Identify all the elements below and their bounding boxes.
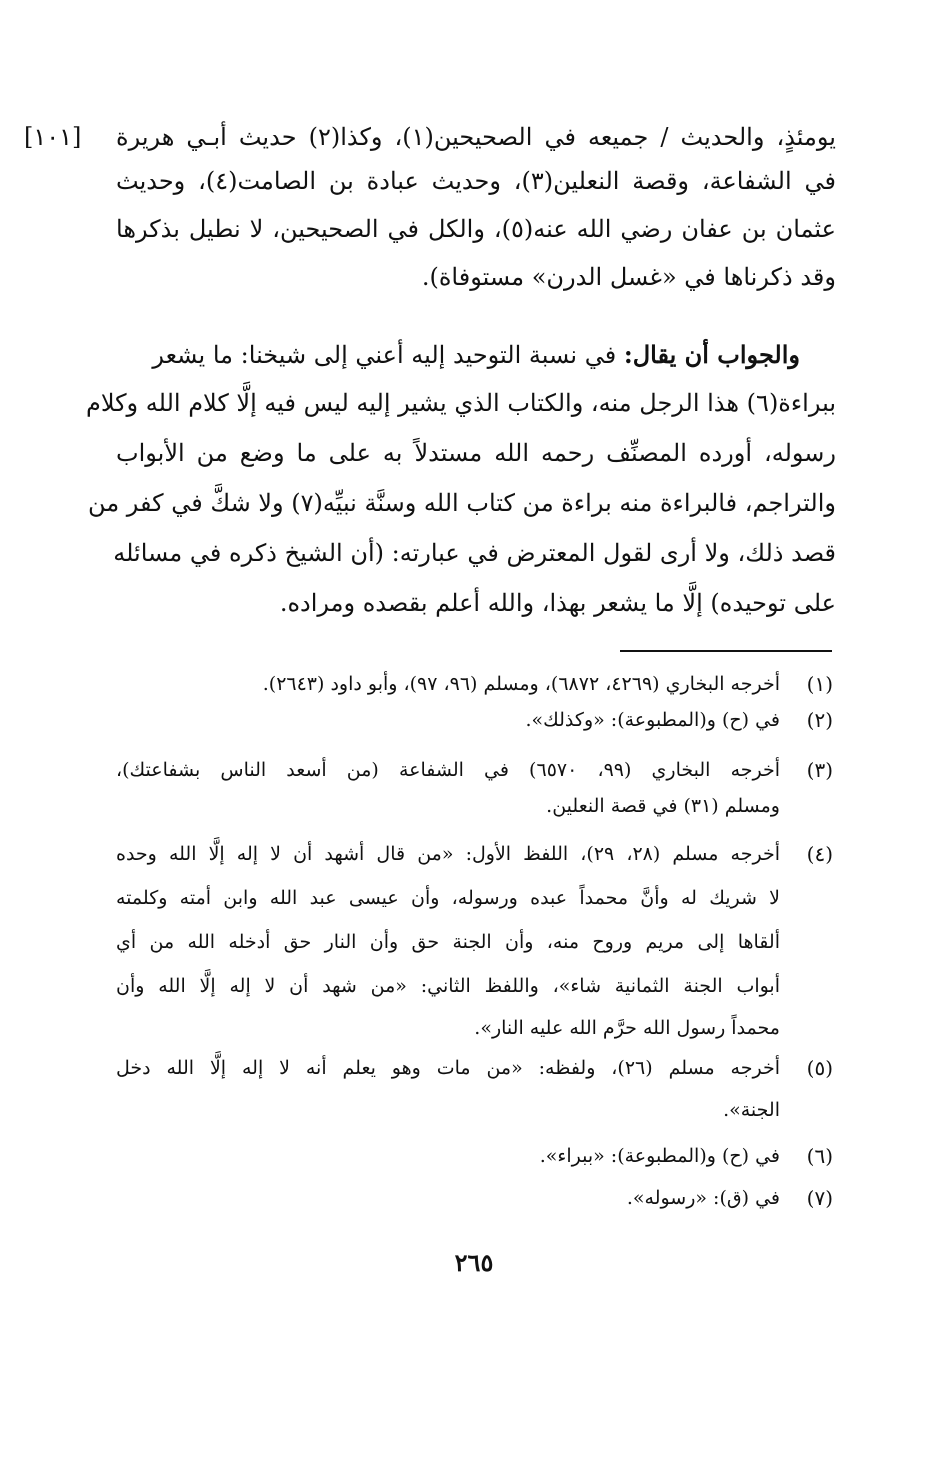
footnote-number: (٥) <box>806 1056 833 1080</box>
body-line: والتراجم، فالبراءة منه براءة من كتاب الله وسنَّة نبيِّه(٧) ولا شكَّ في كفر من <box>88 489 836 517</box>
body-line: يومئذٍ، والحديث / جميعه في الصحيحين(١)، وكذا(٢) حديث أبـي هريرة <box>116 123 836 151</box>
footnote-line: أبواب الجنة الثمانية شاء»، واللفظ الثاني: «من شهد أن لا إله إلَّا الله وأن <box>116 975 780 997</box>
page-marker: [١٠١] <box>24 123 82 151</box>
footnote-line: ألقاها إلى مريم وروح منه، وأن الجنة حق وأن النار حق أدخله الله من أي <box>116 931 780 953</box>
footnote-number: (٢) <box>806 708 833 732</box>
body-line: وقد ذكرناها في «غسل الدرن» مستوفاة). <box>421 263 836 291</box>
footnote-line: في (ح) و(المطبوعة): «ببراء». <box>539 1145 780 1167</box>
footnote-separator <box>620 650 832 652</box>
footnote-line: الجنة». <box>723 1099 780 1121</box>
body-line: على توحيده) إلَّا ما يشعر بهذا، والله أعلم بقصده ومراده. <box>279 589 836 617</box>
body-line-lead <box>116 340 800 370</box>
footnote-line: في (ح) و(المطبوعة): «وكذلك». <box>525 709 780 731</box>
body-line: رسوله، أورده المصنِّف رحمه الله مستدلاً به على ما وضع من الأبواب <box>116 439 836 467</box>
footnote-line: ومسلم (٣١) في قصة النعلين. <box>546 795 780 817</box>
lead-line-rest: في نسبة التوحيد إليه أعني إلى شيخنا: ما يشعر <box>152 341 624 369</box>
body-line: في الشفاعة، وقصة النعلين(٣)، وحديث عبادة بن الصامت(٤)، وحديث <box>116 167 836 195</box>
footnote-number: (٤) <box>806 842 833 866</box>
page-number: ٢٦٥ <box>454 1248 494 1277</box>
body-line: عثمان بن عفان رضي الله عنه(٥)، والكل في الصحيحين، لا نطيل بذكرها <box>116 215 836 243</box>
body-line: ببراءة(٦) هذا الرجل منه، والكتاب الذي يشير إليه ليس فيه إلَّا كلام الله وكلام <box>85 389 836 417</box>
footnote-line: لا شريك له وأنَّ محمداً عبده ورسوله، وأن عيسى عبد الله وابن أمته وكلمته <box>116 887 780 909</box>
footnote-line: في (ق): «رسوله». <box>626 1187 780 1209</box>
body-line: قصد ذلك، ولا أرى لقول المعترض في عبارته: (أن الشيخ ذكره في مسائله <box>113 539 836 567</box>
footnote-number: (٦) <box>806 1144 833 1168</box>
footnote-line: أخرجه مسلم (٢٦)، ولفظه: «من مات وهو يعلم أنه لا إله إلَّا الله دخل <box>116 1057 780 1079</box>
footnote-line: أخرجه مسلم (٢٨، ٢٩)، اللفظ الأول: «من قال أشهد أن لا إله إلَّا الله وحده <box>116 843 780 865</box>
footnote-number: (٧) <box>806 1186 833 1210</box>
footnote-line: أخرجه البخاري (٤٢٦٩، ٦٨٧٢)، ومسلم (٩٦، ٩٧)، وأبو داود (٢٦٤٣). <box>262 673 780 695</box>
footnote-number: (٣) <box>806 758 833 782</box>
lead-phrase: والجواب أن يقال: <box>623 340 800 369</box>
footnote-number: (١) <box>806 672 833 696</box>
footnote-line: محمداً رسول الله حرَّم الله عليه النار». <box>474 1017 780 1039</box>
footnote-line: أخرجه البخاري (٩٩، ٦٥٧٠) في الشفاعة (من أسعد الناس بشفاعتك)، <box>116 759 781 781</box>
